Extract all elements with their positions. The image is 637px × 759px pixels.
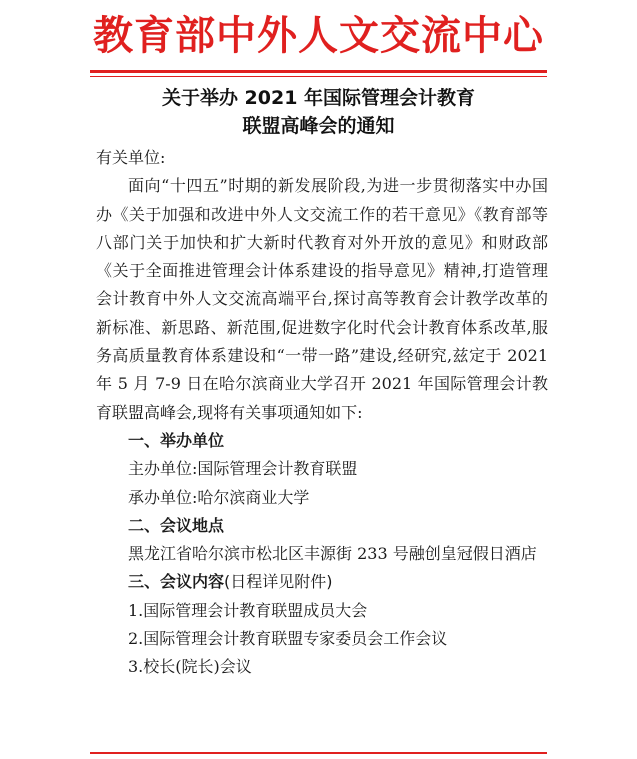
- document-title: [0, 84, 637, 140]
- section-3-heading-note: (日程详见附件): [224, 572, 333, 592]
- letterhead-red-rule-thin: [90, 76, 547, 77]
- section-2-heading: 二、会议地点: [128, 515, 225, 535]
- document-title-line-2: 联盟高峰会的通知: [242, 115, 395, 137]
- org-letterhead-title: 教育部中外人文交流中心: [93, 12, 544, 59]
- organizer-unit: 承办单位:哈尔滨商业大学: [128, 487, 310, 507]
- meeting-location: 黑龙江省哈尔滨市松北区丰源街 233 号融创皇冠假日酒店: [128, 544, 537, 564]
- section-3-heading-text: 三、会议内容: [128, 572, 225, 592]
- document-title-line-1: 关于举办 2021 年国际管理会计教育: [161, 87, 476, 109]
- content-item-3: 3.校长(院长)会议: [128, 657, 252, 677]
- letterhead-red-rule: [90, 70, 547, 73]
- salutation: 有关单位:: [96, 148, 166, 167]
- document-body: [96, 144, 548, 682]
- footer-red-rule: [90, 752, 547, 754]
- intro-paragraph: 面向“十四五”时期的新发展阶段,为进一步贯彻落实中办国办《关于加强和改进中外人文交流工作的若干意见》《教育部等八部门关于加快和扩大新时代教育对外开放的意见》和财政部《关于全面推进管理会计体系建设的指导意见》精神,打造管理会计教育中外人文交流高端平台,探讨高等教育会计教学改革的新标准、新思路、新范围,促进数字化时代会计教育体系改革,服务高质量教育体系建设和“一带一路”建设,经研究,兹定于 2021 年 5 月 7-9 日在哈尔滨商业大学召开 2021 年国际管理会计教育联盟高峰会,现将有关事项通知如下:: [96, 176, 548, 422]
- section-3-heading: [96, 568, 548, 596]
- content-item-2: 2.国际管理会计教育联盟专家委员会工作会议: [128, 629, 448, 649]
- section-1-heading: 一、举办单位: [128, 430, 225, 450]
- content-item-1: 1.国际管理会计教育联盟成员大会: [128, 600, 368, 620]
- host-unit: 主办单位:国际管理会计教育联盟: [128, 459, 358, 479]
